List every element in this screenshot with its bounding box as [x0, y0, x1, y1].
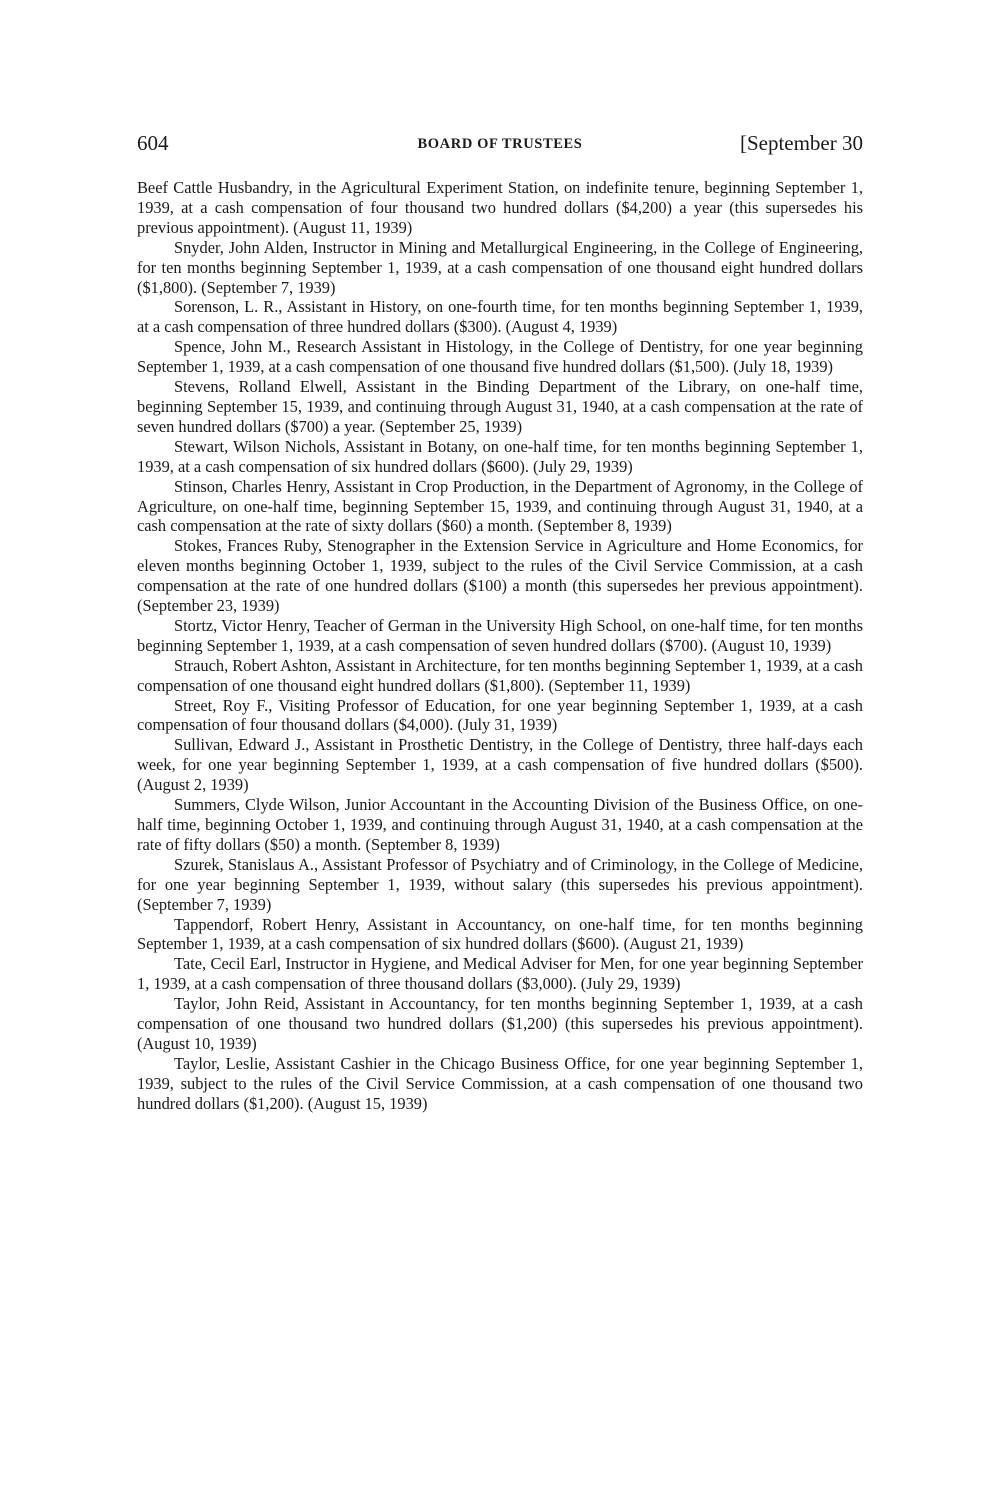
appointment-entry: Stokes, Frances Ruby, Stenographer in the Extension Service in Agriculture and Home Economics, for eleven months beginning October 1, 1939, subject to the rules of the Civil Service Commission, at a cash compensation at the rate of one hundred dollars ($100) a month (this supersedes her previous appointment). (September 23, 1939): [137, 536, 863, 616]
appointment-entry: Szurek, Stanislaus A., Assistant Professor of Psychiatry and of Criminology, in the College of Medicine, for one year beginning September 1, 1939, without salary (this supersedes his previous appointment). (September 7, 1939): [137, 854, 863, 914]
appointment-entry: Taylor, Leslie, Assistant Cashier in the Chicago Business Office, for one year beginning September 1, 1939, subject to the rules of the Civil Service Commission, at a cash compensation of one thousand two hundred dollars ($1,200). (August 15, 1939): [137, 1053, 863, 1113]
appointment-entry: Sullivan, Edward J., Assistant in Prosthetic Dentistry, in the College of Dentistry, three half-days each week, for one year beginning September 1, 1939, at a cash compensation of five hundred dollars ($500). (August 2, 1939): [137, 735, 863, 795]
appointment-entry: Stinson, Charles Henry, Assistant in Crop Production, in the Department of Agronomy, in the College of Agriculture, on one-half time, beginning September 15, 1939, and continuing through August 31, 1940, at a cash compensation at the rate of sixty dollars ($60) a month. (September 8, 1939): [137, 476, 863, 536]
running-date: [September 30: [739, 131, 863, 155]
appointment-entry: Tate, Cecil Earl, Instructor in Hygiene, and Medical Adviser for Men, for one year beginning September 1, 1939, at a cash compensation of three thousand dollars ($3,000). (July 29, 1939): [137, 954, 863, 994]
appointment-entry: Strauch, Robert Ashton, Assistant in Architecture, for ten months beginning September 1, 1939, at a cash compensation of one thousand eight hundred dollars ($1,800). (September 11, 1939): [137, 655, 863, 695]
appointment-entry: Sorenson, L. R., Assistant in History, on one-fourth time, for ten months beginning September 1, 1939, at a cash compensation of three hundred dollars ($300). (August 4, 1939): [137, 297, 863, 337]
appointment-entry: Stevens, Rolland Elwell, Assistant in the Binding Department of the Library, on one-half time, beginning September 15, 1939, and continuing through August 31, 1940, at a cash compensation at the rate of seven hundred dollars ($700) a year. (September 25, 1939): [137, 377, 863, 436]
appointment-entry: Snyder, John Alden, Instructor in Mining and Metallurgical Engineering, in the College of Engineering, for ten months beginning September 1, 1939, at a cash compensation of one thousand eight hundred dollars ($1,800). (September 7, 1939): [137, 237, 863, 297]
appointment-entry: Summers, Clyde Wilson, Junior Accountant in the Accounting Division of the Business Office, on one-half time, beginning October 1, 1939, and continuing through August 31, 1940, at a cash compensation at the rate of fifty dollars ($50) a month. (September 8, 1939): [137, 795, 863, 854]
appointment-entry: Tappendorf, Robert Henry, Assistant in Accountancy, on one-half time, for ten months beginning September 1, 1939, at a cash compensation of six hundred dollars ($600). (August 21, 1939): [137, 914, 863, 954]
running-head: [137, 128, 863, 158]
appointment-entry: Stortz, Victor Henry, Teacher of German in the University High School, on one-half time, for ten months beginning September 1, 1939, at a cash compensation of seven hundred dollars ($700). (August 10, 1939): [137, 615, 863, 655]
appointment-entry: Beef Cattle Husbandry, in the Agricultural Experiment Station, on indefinite tenure, beginning September 1, 1939, at a cash compensation of four thousand two hundred dollars ($4,200) a year (this supersedes his previous appointment). (August 11, 1939): [137, 178, 863, 237]
appointments-list: [137, 178, 863, 1114]
document-page: [137, 128, 863, 1114]
appointment-entry: Taylor, John Reid, Assistant in Accountancy, for ten months beginning September 1, 1939, at a cash compensation of one thousand two hundred dollars ($1,200) (this supersedes his previous appointment). (August 10, 1939): [137, 994, 863, 1053]
appointment-entry: Spence, John M., Research Assistant in Histology, in the College of Dentistry, for one year beginning September 1, 1939, at a cash compensation of one thousand five hundred dollars ($1,500). (July 18, 1939): [137, 337, 863, 377]
appointment-entry: Street, Roy F., Visiting Professor of Education, for one year beginning September 1, 1939, at a cash compensation of four thousand dollars ($4,000). (July 31, 1939): [137, 695, 863, 735]
running-title: BOARD OF TRUSTEES: [417, 136, 583, 152]
appointment-entry: Stewart, Wilson Nichols, Assistant in Botany, on one-half time, for ten months beginning September 1, 1939, at a cash compensation of six hundred dollars ($600). (July 29, 1939): [137, 436, 863, 476]
page-number: 604: [137, 131, 169, 155]
